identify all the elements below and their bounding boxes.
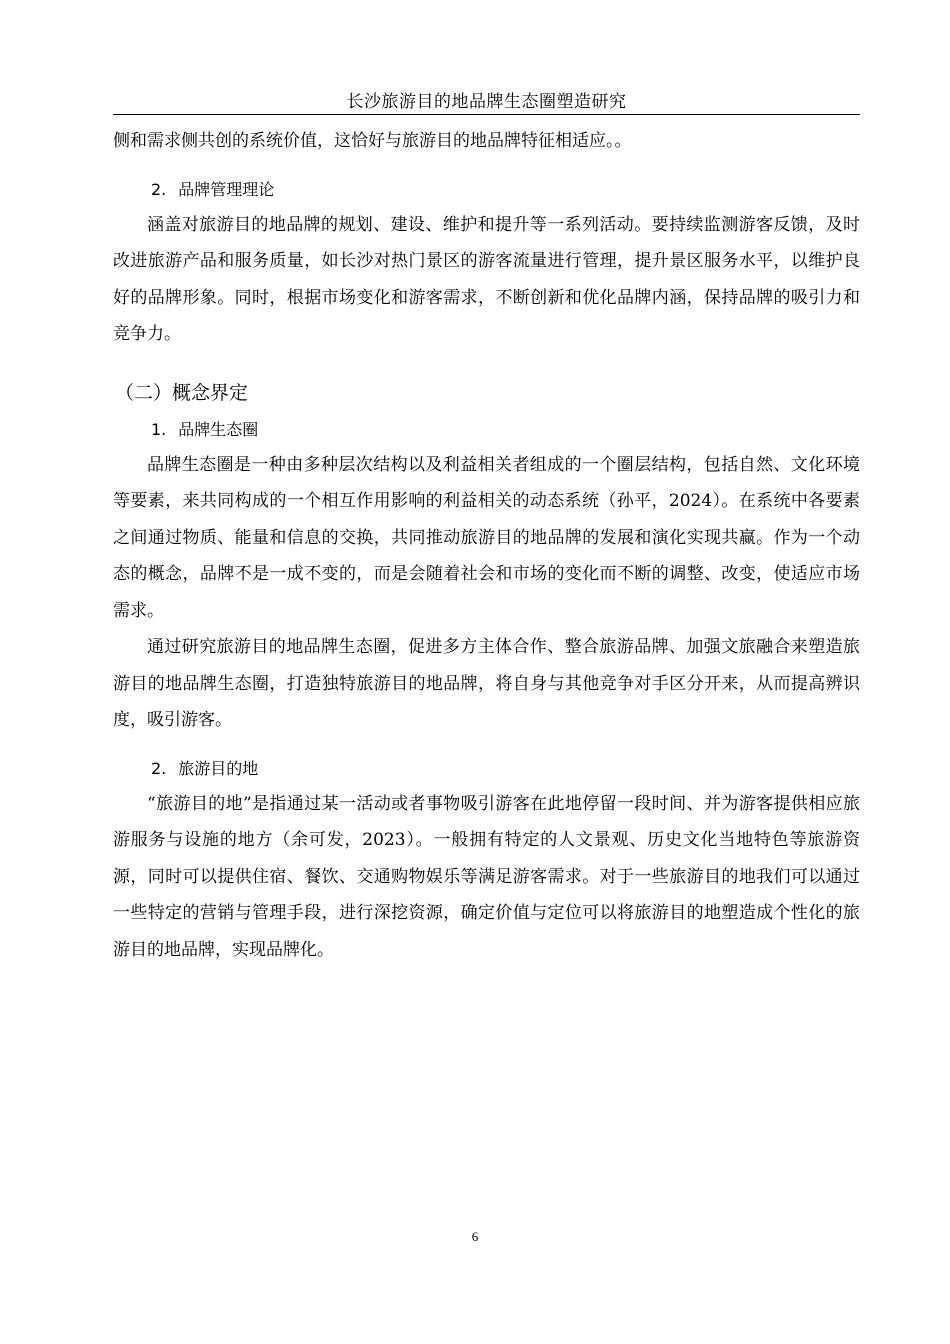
subheading-number: 1.	[151, 419, 167, 439]
subheading-text: 品牌生态圈	[178, 419, 259, 439]
spacer	[113, 353, 860, 373]
page-number: 6	[471, 1229, 479, 1244]
subheading-brand-ecosystem	[113, 413, 860, 447]
subheading-brand-management	[113, 173, 860, 207]
paragraph-continued: 侧和需求侧共创的系统价值，这恰好与旅游目的地品牌特征相适应。。	[113, 131, 632, 151]
subheading-text: 品牌管理理论	[178, 179, 275, 199]
subheading-destination	[113, 752, 860, 786]
running-header: 长沙旅游目的地品牌生态圈塑造研究	[346, 92, 627, 112]
header-rule	[113, 114, 860, 115]
paragraph-brand-ecosystem: 品牌生态圈是一种由多种层次结构以及利益相关者组成的一个圈层结构，包括自然、文化环境等要素，来共同构成的一个相互作用影响的利益相关的动态系统（孙平，2024）。在系统中各要素之间通过物质、能量和信息的交换，共同推动旅游目的地品牌的发展和演化实现共赢。作为一个动态的概念，品牌不是一成不变的，而是会随着社会和市场的变化而不断的调整、改变，使适应市场需求。	[113, 454, 860, 621]
subheading-text: 旅游目的地	[178, 758, 259, 778]
spacer	[113, 739, 860, 752]
paragraph-destination: “旅游目的地”是指通过某一活动或者事物吸引游客在此地停留一段时间、并为游客提供相应旅游服务与设施的地方（余可发，2023）。一般拥有特定的人文景观、历史文化当地特色等旅游资源，同时可以提供住宿、餐饮、交通购物娱乐等满足游客需求。对于一些旅游目的地我们可以通过一些特定的营销与管理手段，进行深挖资源，确定价值与定位可以将旅游目的地塑造成个性化的旅游目的地品牌，实现品牌化。	[113, 793, 860, 960]
section-heading-concepts: （二）概念界定	[115, 381, 249, 404]
paragraph-brand-management: 涵盖对旅游目的地品牌的规划、建设、维护和提升等一系列活动。要持续监测游客反馈，及时改进旅游产品和服务质量，如长沙对热门景区的游客流量进行管理，提升景区服务水平，以维护良好的品牌形象。同时，根据市场变化和游客需求，不断创新和优化品牌内涵，保持品牌的吸引力和竞争力。	[113, 214, 860, 344]
subheading-number: 2.	[151, 179, 167, 199]
spacer	[113, 160, 860, 173]
subheading-number: 2.	[151, 758, 167, 778]
page-body	[113, 123, 860, 968]
paragraph-ecosystem-research: 通过研究旅游目的地品牌生态圈，促进多方主体合作、整合旅游品牌、加强文旅融合来塑造旅游目的地品牌生态圈，打造独特旅游目的地品牌，将自身与其他竞争对手区分开来，从而提高辨识度，吸引游客。	[113, 637, 860, 730]
